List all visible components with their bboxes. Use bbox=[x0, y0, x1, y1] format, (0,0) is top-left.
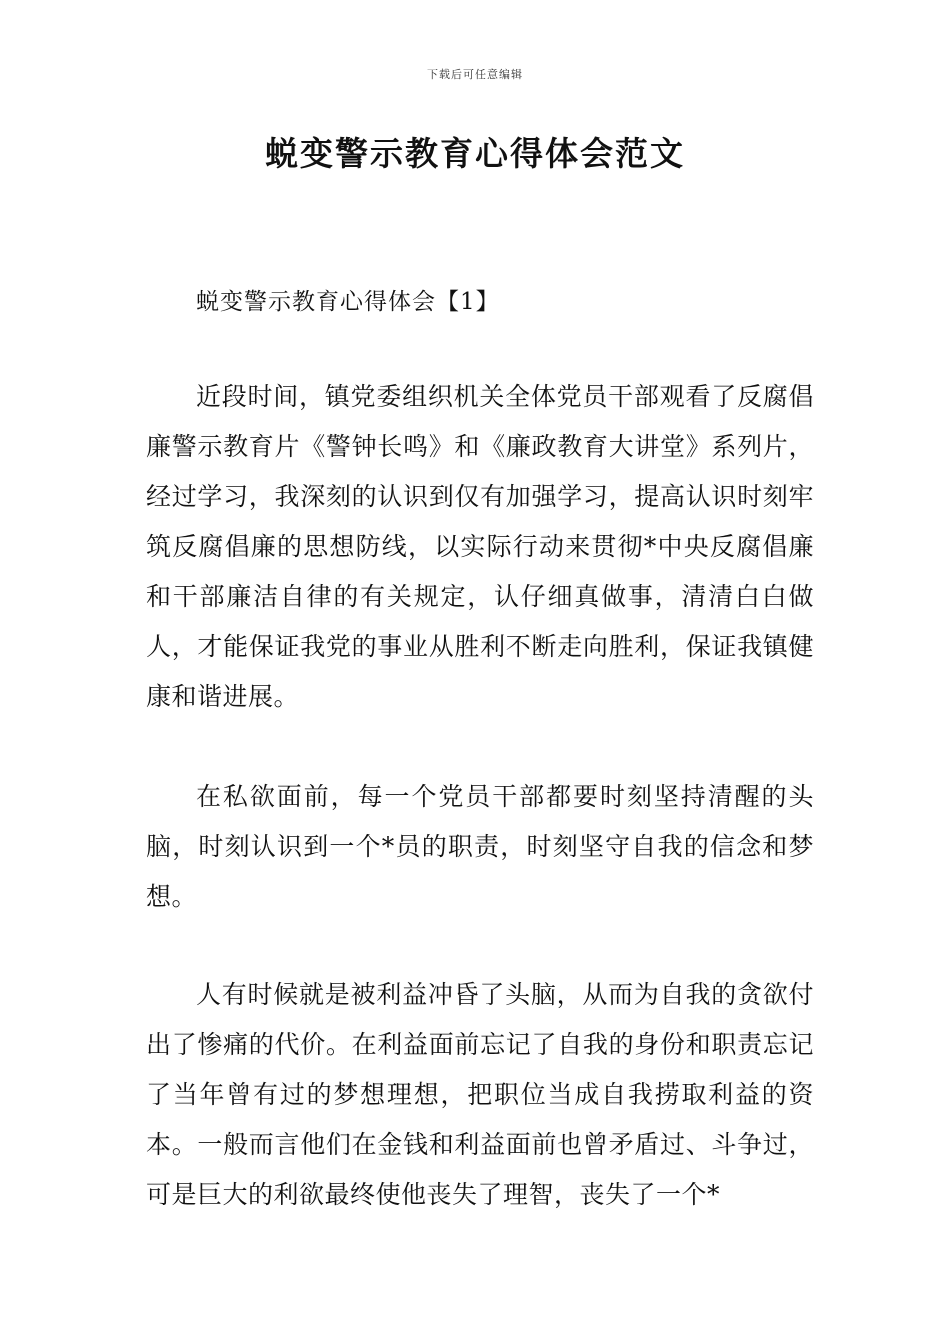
body-paragraph: 近段时间，镇党委组织机关全体党员干部观看了反腐倡廉警示教育片《警钟长鸣》和《廉政教育大讲堂》系列片，经过学习，我深刻的认识到仅有加强学习，提高认识时刻牢筑反腐倡廉的思想防线，以实际行动来贯彻*中央反腐倡廉和干部廉洁自律的有关规定，认仔细真做事，清清白白做人，才能保证我党的事业从胜利不断走向胜利，保证我镇健康和谐进展。 bbox=[146, 382, 814, 711]
body-paragraph: 在私欲面前，每一个党员干部都要时刻坚持清醒的头脑，时刻认识到一个*员的职责，时刻坚守自我的信念和梦想。 bbox=[146, 782, 814, 911]
header-note: 下载后可任意编辑 bbox=[427, 68, 523, 81]
paragraph-block-3 bbox=[146, 970, 814, 1220]
section-heading: 蜕变警示教育心得体会【1】 bbox=[196, 289, 500, 315]
paragraph-block-2 bbox=[146, 772, 814, 922]
body-paragraph: 人有时候就是被利益冲昏了头脑，从而为自我的贪欲付出了惨痛的代价。在利益面前忘记了自我的身份和职责忘记了当年曾有过的梦想理想，把职位当成自我捞取利益的资本。一般而言他们在金钱和利益面前也曾矛盾过、斗争过，可是巨大的利欲最终使他丧失了理智，丧失了一个* bbox=[146, 980, 814, 1209]
paragraph-block-1 bbox=[146, 372, 814, 722]
document-title: 蜕变警示教育心得体会范文 bbox=[265, 134, 685, 173]
